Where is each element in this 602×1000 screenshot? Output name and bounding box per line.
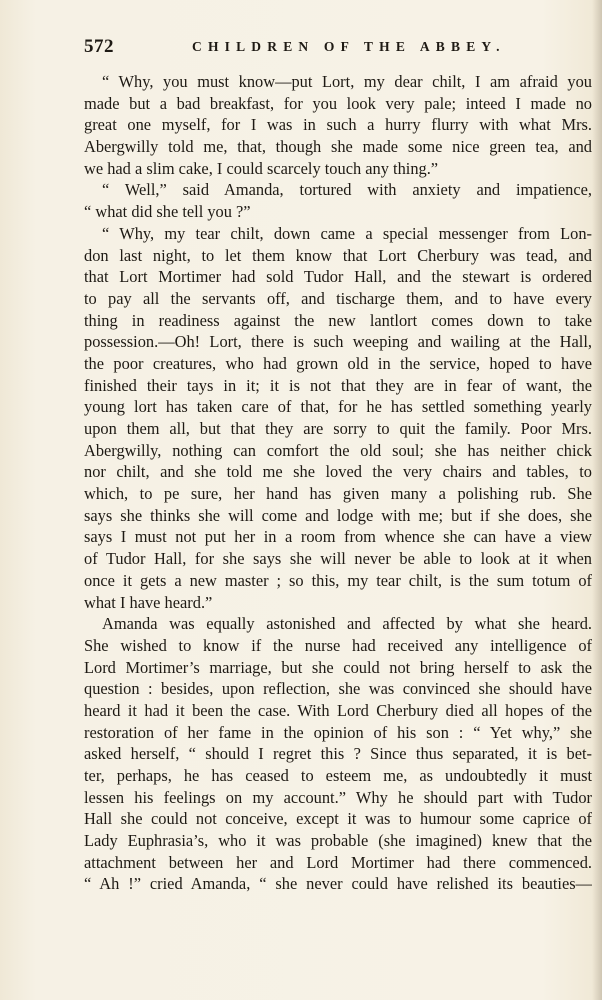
text-line: says I must not put her in a room from whence she can have a view (84, 527, 592, 547)
text-line: upon them all, but that they are sorry to quit the family. Poor Mrs. (84, 419, 592, 438)
text-line: what I have heard.” (84, 592, 213, 612)
text-line: “ Ah !” cried Amanda, “ she never could have relished its beauties— (84, 874, 592, 894)
text-line: great one myself, for I was in such a hurry flurry with what Mrs. (84, 115, 592, 135)
text-line: says she thinks she will come and lodge with me; but if she does, she (84, 505, 592, 525)
text-line: Abergwilly, nothing can comfort the old soul; she has neither chick (84, 440, 592, 460)
text-line: restoration of her fame in the opinion of his son : “ Yet why,” she (84, 722, 592, 742)
text-line: the poor creatures, who had grown old in the service, hoped to have (84, 353, 592, 373)
running-title: CHILDREN OF THE ABBEY. (192, 39, 506, 54)
running-head (84, 36, 592, 60)
text-line: ter, perhaps, he has ceased to esteem me, as undoubtedly it must (84, 766, 592, 785)
text-line: once it gets a new master ; so this, my tear chilt, is the sum totum of (84, 570, 592, 590)
text-line: made but a bad breakfast, for you look very pale; inteed I made no (84, 93, 592, 113)
text-line: “ Well,” said Amanda, tortured with anxiety and impatience, (102, 180, 592, 200)
text-line: question : besides, upon reflection, she was convinced she should have (84, 679, 592, 699)
text-line: we had a slim cake, I could scarcely touch any thing.” (84, 158, 439, 178)
text-line: of Tudor Hall, for she says she will never be able to look at it when (84, 549, 592, 569)
text-line: don last night, to let them know that Lort Cherbury was tead, and (84, 245, 592, 265)
text-line: “ Why, my tear chilt, down came a special messenger from Lon- (102, 223, 592, 243)
text-line: which, to pe sure, her hand has given many a polishing rub. She (84, 484, 592, 504)
text-line: Lord Mortimer’s marriage, but she could not bring herself to ask the (84, 657, 592, 677)
text-line: thing in readiness against the new lantlort comes down to take (84, 310, 592, 330)
text-line: “ what did she tell you ?” (84, 202, 251, 222)
text-line: asked herself, “ should I regret this ? Since thus separated, it is bet- (84, 744, 592, 764)
text-line: “ Why, you must know—put Lort, my dear chilt, I am afraid you (102, 72, 592, 91)
text-line: finished their tays in it; it is not that they are in fear of want, the (84, 375, 592, 395)
text-line: She wished to know if the nurse had received any intelligence of (84, 635, 592, 655)
text-line: attachment between her and Lord Mortimer had there commenced. (84, 852, 592, 872)
text-line: that Lort Mortimer had sold Tudor Hall, and the stewart is ordered (84, 267, 592, 287)
text-line: to pay all the servants off, and tischarge them, and to have every (84, 288, 592, 308)
text-line: Amanda was equally astonished and affected by what she heard. (102, 614, 592, 634)
body-text (84, 71, 592, 895)
text-line: nor chilt, and she told me she loved the very chairs and tables, to (84, 462, 592, 482)
text-line: possession.—Oh! Lort, there is such weeping and wailing at the Hall, (84, 332, 592, 352)
text-line: Hall she could not conceive, except it was to humour some caprice of (84, 809, 592, 829)
text-line: young lort has taken care of that, for he has settled something yearly (84, 397, 592, 417)
text-line: Lady Euphrasia’s, who it was probable (she imagined) knew that the (84, 831, 592, 851)
text-line: Abergwilly told me, that, though she made some nice green tea, and (84, 137, 592, 157)
text-line: heard it had it been the case. With Lord Cherbury died all hopes of the (84, 700, 592, 720)
page-edge-shadow (592, 0, 602, 1000)
text-line: lessen his feelings on my account.” Why he should part with Tudor (84, 787, 592, 807)
page-number: 572 (84, 36, 114, 57)
